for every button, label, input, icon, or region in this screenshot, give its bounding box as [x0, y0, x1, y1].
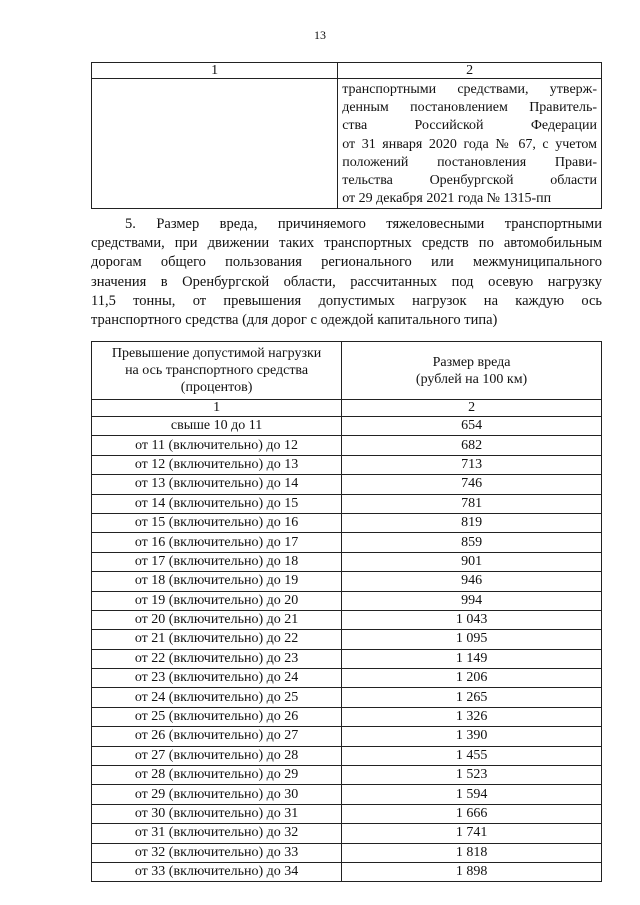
load-range-cell: от 21 (включительно) до 22 [92, 630, 342, 649]
section-5-paragraph [91, 215, 602, 330]
column-number-row [92, 63, 602, 79]
table-row [92, 727, 602, 746]
continuation-row [92, 79, 602, 209]
load-range-cell: от 28 (включительно) до 29 [92, 766, 342, 785]
header-damage-size [342, 342, 602, 400]
table-row [92, 843, 602, 862]
load-range-cell: от 26 (включительно) до 27 [92, 727, 342, 746]
damage-value-cell: 1 455 [342, 746, 602, 765]
load-range-cell: от 17 (включительно) до 18 [92, 552, 342, 571]
load-range-cell: свыше 10 до 11 [92, 417, 342, 436]
load-range-cell: от 32 (включительно) до 33 [92, 843, 342, 862]
continuation-text-cell [338, 79, 602, 209]
damage-value-cell: 713 [342, 455, 602, 474]
paragraph-line: 11,5 тонны, от превышения допустимых нагрузок на каждую ось [91, 292, 602, 309]
load-range-cell: от 30 (включительно) до 31 [92, 804, 342, 823]
table-row [92, 591, 602, 610]
table-row [92, 572, 602, 591]
load-range-cell: от 12 (включительно) до 13 [92, 455, 342, 474]
header-line: на ось транспортного средства [125, 363, 309, 378]
continuation-line: от 31 января 2020 года № 67, с учетом [342, 136, 597, 152]
load-range-cell: от 25 (включительно) до 26 [92, 707, 342, 726]
table-row [92, 707, 602, 726]
table-body [92, 417, 602, 882]
damage-value-cell: 1 206 [342, 669, 602, 688]
damage-value-cell: 1 594 [342, 785, 602, 804]
table-row [92, 513, 602, 532]
continuation-line: от 29 декабря 2021 года № 1315-пп [342, 191, 552, 207]
table-row [92, 688, 602, 707]
paragraph-line: средствами, при движении таких транспортных средств по автомобильным [91, 235, 602, 252]
damage-value-cell: 1 326 [342, 707, 602, 726]
load-range-cell: от 13 (включительно) до 14 [92, 475, 342, 494]
load-range-cell: от 31 (включительно) до 32 [92, 824, 342, 843]
damage-value-cell: 1 741 [342, 824, 602, 843]
load-range-cell: от 24 (включительно) до 25 [92, 688, 342, 707]
paragraph-line: транспортного средства (для дорог с одеждой капитального типа) [91, 312, 498, 329]
table-row [92, 649, 602, 668]
header-line: Размер вреда [432, 354, 511, 370]
table-header-row [92, 342, 602, 400]
load-range-cell: от 22 (включительно) до 23 [92, 649, 342, 668]
paragraph-line: дорогам общего пользования регионального или межмуниципального [91, 254, 602, 271]
continuation-line: транспортными средствами, утверж- [342, 82, 597, 97]
column-number-2: 2 [342, 400, 602, 417]
header-line: (процентов) [180, 380, 253, 395]
column-number-1: 1 [92, 400, 342, 417]
table-row [92, 455, 602, 474]
table-row [92, 669, 602, 688]
damage-value-cell: 1 390 [342, 727, 602, 746]
damage-value-cell: 654 [342, 417, 602, 436]
empty-cell [92, 79, 338, 209]
header-excess-load [92, 342, 342, 400]
damage-value-cell: 746 [342, 475, 602, 494]
page-number: 13 [314, 28, 326, 42]
load-range-cell: от 20 (включительно) до 21 [92, 610, 342, 629]
table-row [92, 552, 602, 571]
table-row [92, 804, 602, 823]
load-range-cell: от 29 (включительно) до 30 [92, 785, 342, 804]
load-range-cell: от 11 (включительно) до 12 [92, 436, 342, 455]
continuation-line: положений постановления Прави- [342, 154, 597, 170]
load-range-cell: от 16 (включительно) до 17 [92, 533, 342, 552]
load-range-cell: от 14 (включительно) до 15 [92, 494, 342, 513]
damage-value-cell: 1 818 [342, 843, 602, 862]
continuation-line: тельства Оренбургской области [342, 173, 597, 189]
continuation-line: денным постановлением Правитель- [342, 100, 597, 116]
damage-value-cell: 1 095 [342, 630, 602, 649]
damage-value-cell: 994 [342, 591, 602, 610]
table-row [92, 824, 602, 843]
header-line: (рублей на 100 км) [415, 371, 528, 387]
damage-value-cell: 1 265 [342, 688, 602, 707]
damage-value-cell: 1 898 [342, 862, 602, 881]
damage-value-cell: 946 [342, 572, 602, 591]
damage-value-cell: 1 043 [342, 610, 602, 629]
table-row [92, 630, 602, 649]
damage-value-cell: 901 [342, 552, 602, 571]
load-range-cell: от 15 (включительно) до 16 [92, 513, 342, 532]
column-number-2: 2 [338, 63, 602, 79]
continuation-line: ства Российской Федерации [342, 118, 597, 134]
header-line: Превышение допустимой нагрузки [111, 346, 322, 361]
table-row [92, 862, 602, 881]
damage-value-cell: 1 666 [342, 804, 602, 823]
damage-value-cell: 819 [342, 513, 602, 532]
table-row [92, 785, 602, 804]
table-row [92, 417, 602, 436]
table-row [92, 766, 602, 785]
table-row [92, 475, 602, 494]
damage-value-cell: 682 [342, 436, 602, 455]
paragraph-line: 5. Размер вреда, причиняемого тяжеловесными транспортными [125, 216, 602, 232]
load-range-cell: от 27 (включительно) до 28 [92, 746, 342, 765]
damage-size-table [91, 341, 602, 882]
load-range-cell: от 19 (включительно) до 20 [92, 591, 342, 610]
table-row [92, 436, 602, 455]
column-number-1: 1 [92, 63, 338, 79]
column-number-row [92, 400, 602, 417]
table-row [92, 746, 602, 765]
load-range-cell: от 23 (включительно) до 24 [92, 669, 342, 688]
continuation-table [91, 62, 602, 209]
damage-value-cell: 1 149 [342, 649, 602, 668]
table-row [92, 610, 602, 629]
damage-value-cell: 781 [342, 494, 602, 513]
table-row [92, 494, 602, 513]
load-range-cell: от 18 (включительно) до 19 [92, 572, 342, 591]
paragraph-line: значения в Оренбургской области, рассчитанных под осевую нагрузку [91, 273, 602, 290]
table-row [92, 533, 602, 552]
damage-value-cell: 1 523 [342, 766, 602, 785]
damage-value-cell: 859 [342, 533, 602, 552]
load-range-cell: от 33 (включительно) до 34 [92, 862, 342, 881]
